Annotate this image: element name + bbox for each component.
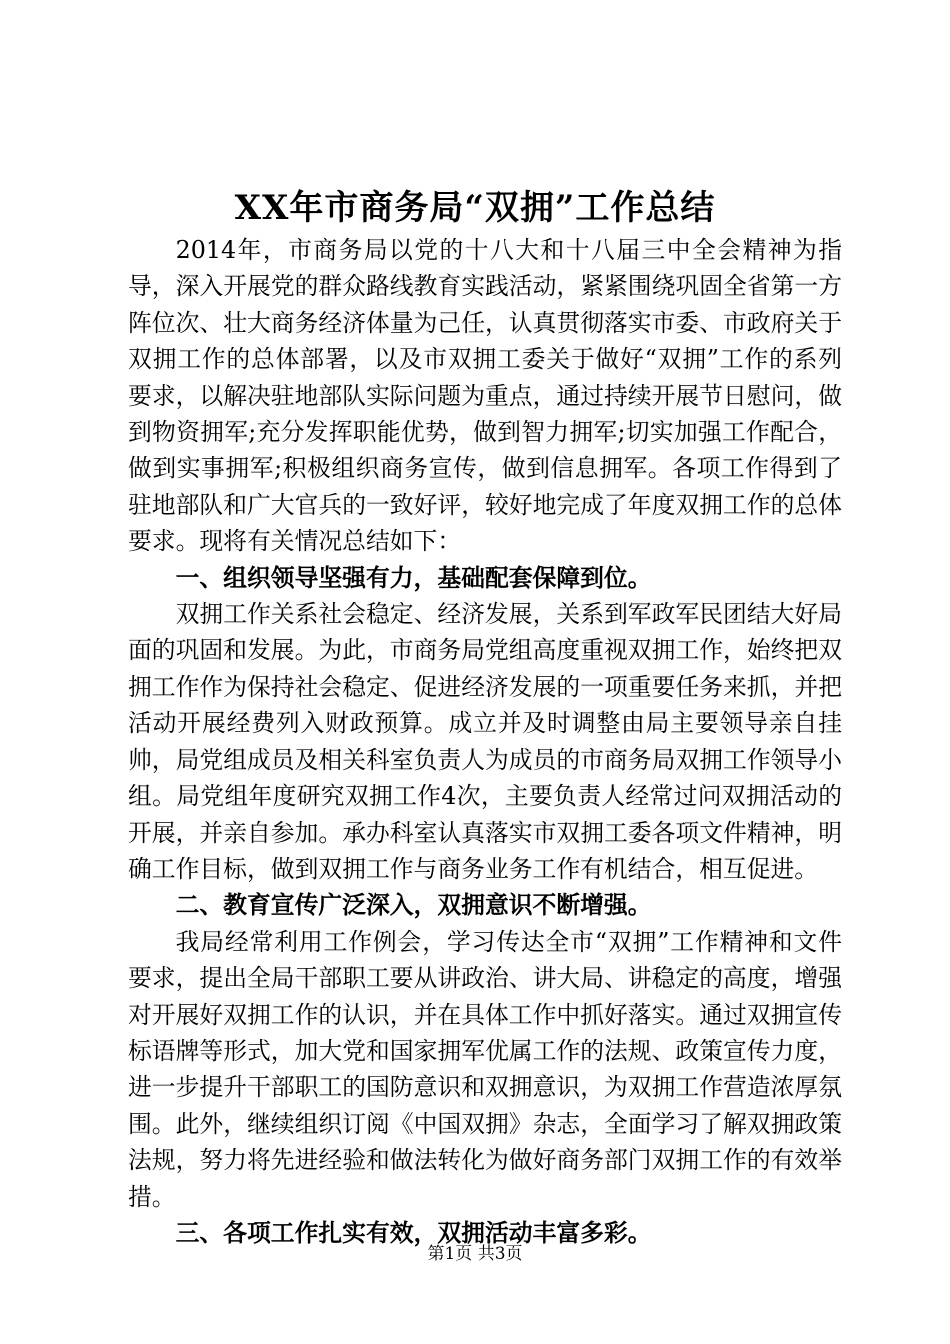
section-heading-3: 三、各项工作扎实有效，双拥活动丰富多彩。 — [175, 1218, 652, 1247]
paragraph-intro: 2014年，市商务局以党的十八大和十八届三中全会精神为指导，深入开展党的群众路线教育实践活动，紧紧围绕巩固全省第一方阵位次、壮大商务经济体量为己任，认真贯彻落实市委、市政府关于双拥工作的总体部署，以及市双拥工委关于做好“双拥”工作的系列要求，以解决驻地部队实际问题为重点，通过持续开展节日慰问，做到物资拥军;充分发挥职能优势，做到智力拥军;切实加强工作配合，做到实事拥军;积极组织商务宣传，做到信息拥军。各项工作得到了驻地部队和广大官兵的一致好评，较好地完成了年度双拥工作的总体要求。现将有关情况总结如下： — [128, 236, 842, 556]
section-heading-2: 二、教育宣传广泛深入，双拥意识不断增强。 — [175, 891, 652, 920]
document-body — [128, 232, 842, 1251]
section-heading-1: 一、组织领导坚强有力，基础配套保障到位。 — [175, 563, 652, 592]
page-footer: 第1页 共3页 — [427, 1244, 523, 1264]
document-title: XX年市商务局“双拥”工作总结 — [234, 188, 716, 228]
paragraph-section-2: 我局经常利用工作例会，学习传达全市“双拥”工作精神和文件要求，提出全局干部职工要从讲政治、讲大局、讲稳定的高度，增强对开展好双拥工作的认识，并在具体工作中抓好落实。通过双拥宣传标语牌等形式，加大党和国家拥军优属工作的法规、政策宣传力度，进一步提升干部职工的国防意识和双拥意识，为双拥工作营造浓厚氛围。此外，继续组织订阅《中国双拥》杂志，全面学习了解双拥政策法规，努力将先进经验和做法转化为做好商务部门双拥工作的有效举措。 — [128, 927, 842, 1211]
paragraph-section-1: 双拥工作关系社会稳定、经济发展，关系到军政军民团结大好局面的巩固和发展。为此，市商务局党组高度重视双拥工作，始终把双拥工作作为保持社会稳定、促进经济发展的一项重要任务来抓，并把活动开展经费列入财政预算。成立并及时调整由局主要领导亲自挂帅，局党组成员及相关科室负责人为成员的市商务局双拥工作领导小组。局党组年度研究双拥工作4次，主要负责人经常过问双拥活动的开展，并亲自参加。承办科室认真落实市双拥工委各项文件精神，明确工作目标，做到双拥工作与商务业务工作有机结合，相互促进。 — [128, 600, 842, 883]
